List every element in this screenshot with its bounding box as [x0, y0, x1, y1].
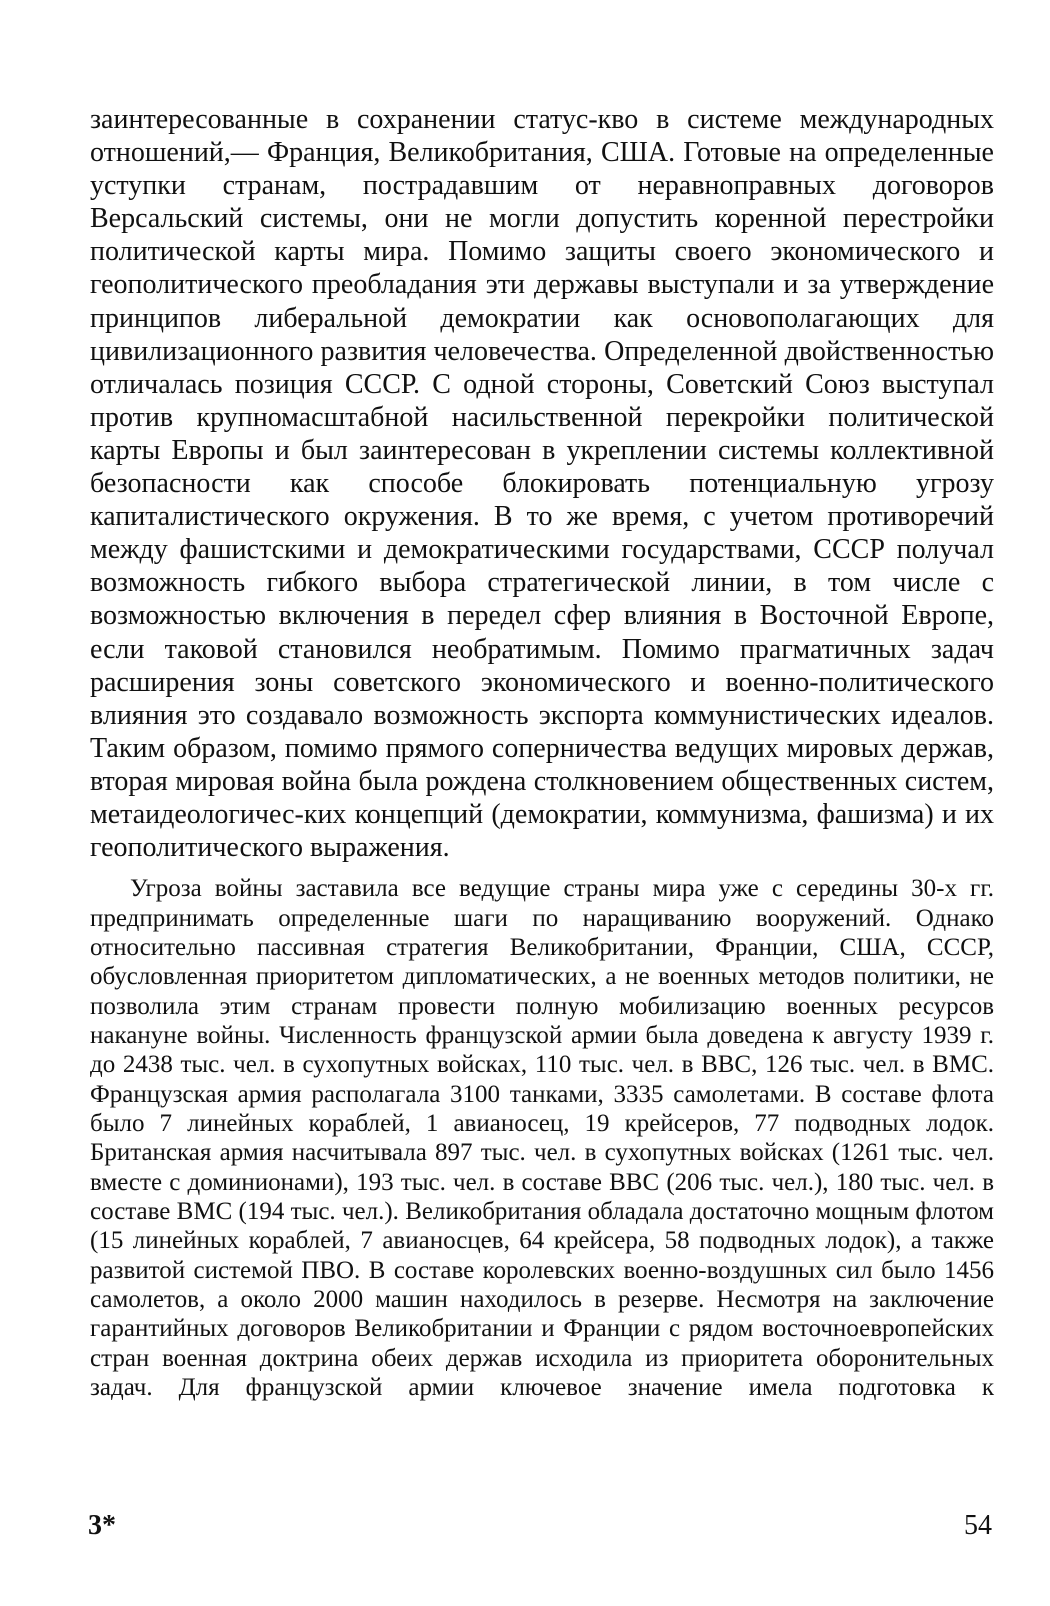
page-body	[90, 103, 994, 1402]
paragraph-2: Угроза войны заставила все ведущие страны мира уже с середины 30-х гг. предпринимать определенные шаги по наращиванию вооружений. Однако относительно пассивная стратегия Великобритании, Франции, США, СССР, обусловленная приоритетом дипломатических, а не военных методов политики, не позволила этим странам провести полную мобилизацию военных ресурсов накануне войны. Численность французской армии была доведена к августу 1939 г. до 2438 тыс. чел. в сухопутных войсках, 110 тыс. чел. в ВВС, 126 тыс. чел. в ВМС. Французская армия располагала 3100 танками, 3335 самолетами. В составе флота было 7 линейных кораблей, 1 авианосец, 19 крейсеров, 77 подводных лодок. Британская армия насчитывала 897 тыс. чел. в сухопутных войсках (1261 тыс. чел. вместе с доминионами), 193 тыс. чел. в составе ВВС (206 тыс. чел.), 180 тыс. чел. в составе ВМС (194 тыс. чел.). Великобритания обладала достаточно мощным флотом (15 линейных кораблей, 7 авианосцев, 64 крейсера, 58 подводных лодок), а также развитой системой ПВО. В составе королевских военно-воздушных сил было 1456 самолетов, а около 2000 машин находилось в резерве. Несмотря на заключение гарантийных договоров Великобритании и Франции с рядом восточноевропейских стран военная доктрина обеих держав исходила из приоритета оборонительных задач. Для французской армии ключевое значение имела подготовка к	[90, 875, 994, 1401]
page-number: 54	[964, 1510, 992, 1541]
signature-mark: 3*	[88, 1510, 116, 1541]
paragraph-1: заинтересованные в сохранении статус-кво в системе международных отношений,— Франция, Великобритания, США. Готовые на определенные уступки странам, пострадавшим от неравноправных договоров Версальский системы, они не могли допустить коренной перестройки политической карты мира. Помимо защиты своего экономического и геополитического преобладания эти державы выступали и за утверждение принципов либеральной демократии как основополагающих для цивилизационного развития человечества. Определенной двойственностью отличалась позиция СССР. С одной стороны, Советский Союз выступал против крупномасштабной насильственной перекройки политической карты Европы и был заинтересован в укреплении системы коллективной безопасности как способе блокировать потенциальную угрозу капиталистического окружения. В то же время, с учетом противоречий между фашистскими и демократическими государствами, СССР получал возможность гибкого выбора стратегической линии, в том числе с возможностью включения в передел сфер влияния в Восточной Европе, если таковой становился необратимым. Помимо прагматичных задач расширения зоны советского экономического и военно-политического влияния это создавало возможность экспорта коммунистических идеалов. Таким образом, помимо прямого соперничества ведущих мировых держав, вторая мировая война была рождена столкновением общественных систем, метаидеологичес-ких концепций (демократии, коммунизма, фашизма) и их геополитического выражения.	[90, 104, 994, 864]
